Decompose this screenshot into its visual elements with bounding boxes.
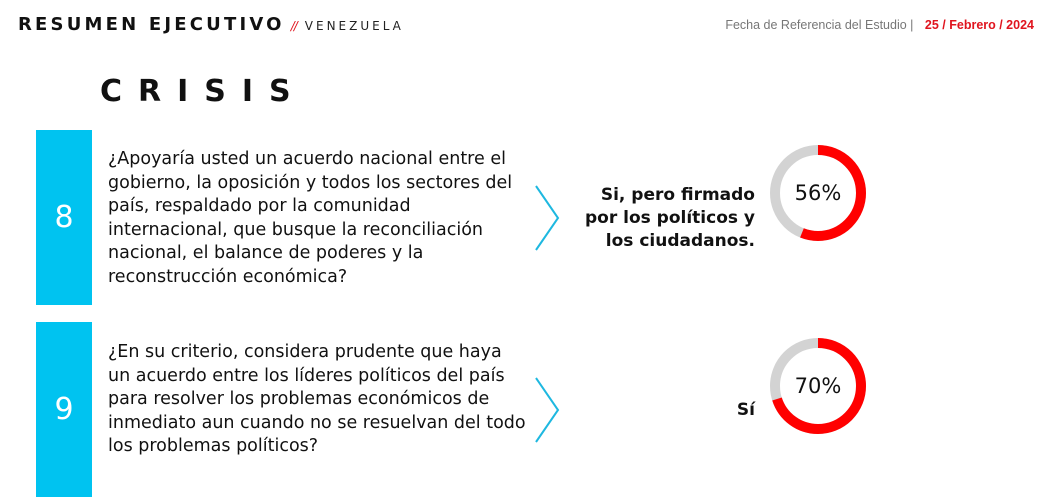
report-title: RESUMEN EJECUTIVO bbox=[18, 14, 285, 35]
donut-chart bbox=[768, 143, 868, 243]
report-header bbox=[18, 14, 404, 35]
percent-label: 70% bbox=[794, 374, 842, 398]
question-text: ¿En su criterio, considera prudente que haya un acuerdo entre los líderes políticos del país para resolver los problemas económicos de inmediato aun cuando no se resuelvan del todo los problemas políticos? bbox=[108, 342, 526, 456]
question-number-badge: 8 bbox=[36, 130, 92, 305]
chevron-right-icon bbox=[533, 377, 561, 443]
country-label: VENEZUELA bbox=[304, 19, 404, 33]
question-number-badge: 9 bbox=[36, 322, 92, 497]
title-separator: // bbox=[290, 19, 297, 33]
reference-date-value: 25 / Febrero / 2024 bbox=[924, 18, 1034, 32]
donut-chart bbox=[768, 336, 868, 436]
reference-date-block bbox=[725, 18, 1034, 32]
chevron-right-icon bbox=[533, 185, 561, 251]
answer-label: Si, pero firmado por los políticos y los ciudadanos. bbox=[584, 185, 755, 251]
answer-label: Sí bbox=[736, 400, 755, 420]
reference-date-label: Fecha de Referencia del Estudio | bbox=[725, 18, 914, 32]
percent-label: 56% bbox=[794, 181, 842, 205]
section-title: CRISIS bbox=[100, 74, 307, 109]
question-text: ¿Apoyaría usted un acuerdo nacional entre el gobierno, la oposición y todos los sectores del país, respaldado por la comunidad internacional, que busque la reconciliación nacional, el balance de poderes y la reconstrucción económica? bbox=[108, 149, 513, 287]
